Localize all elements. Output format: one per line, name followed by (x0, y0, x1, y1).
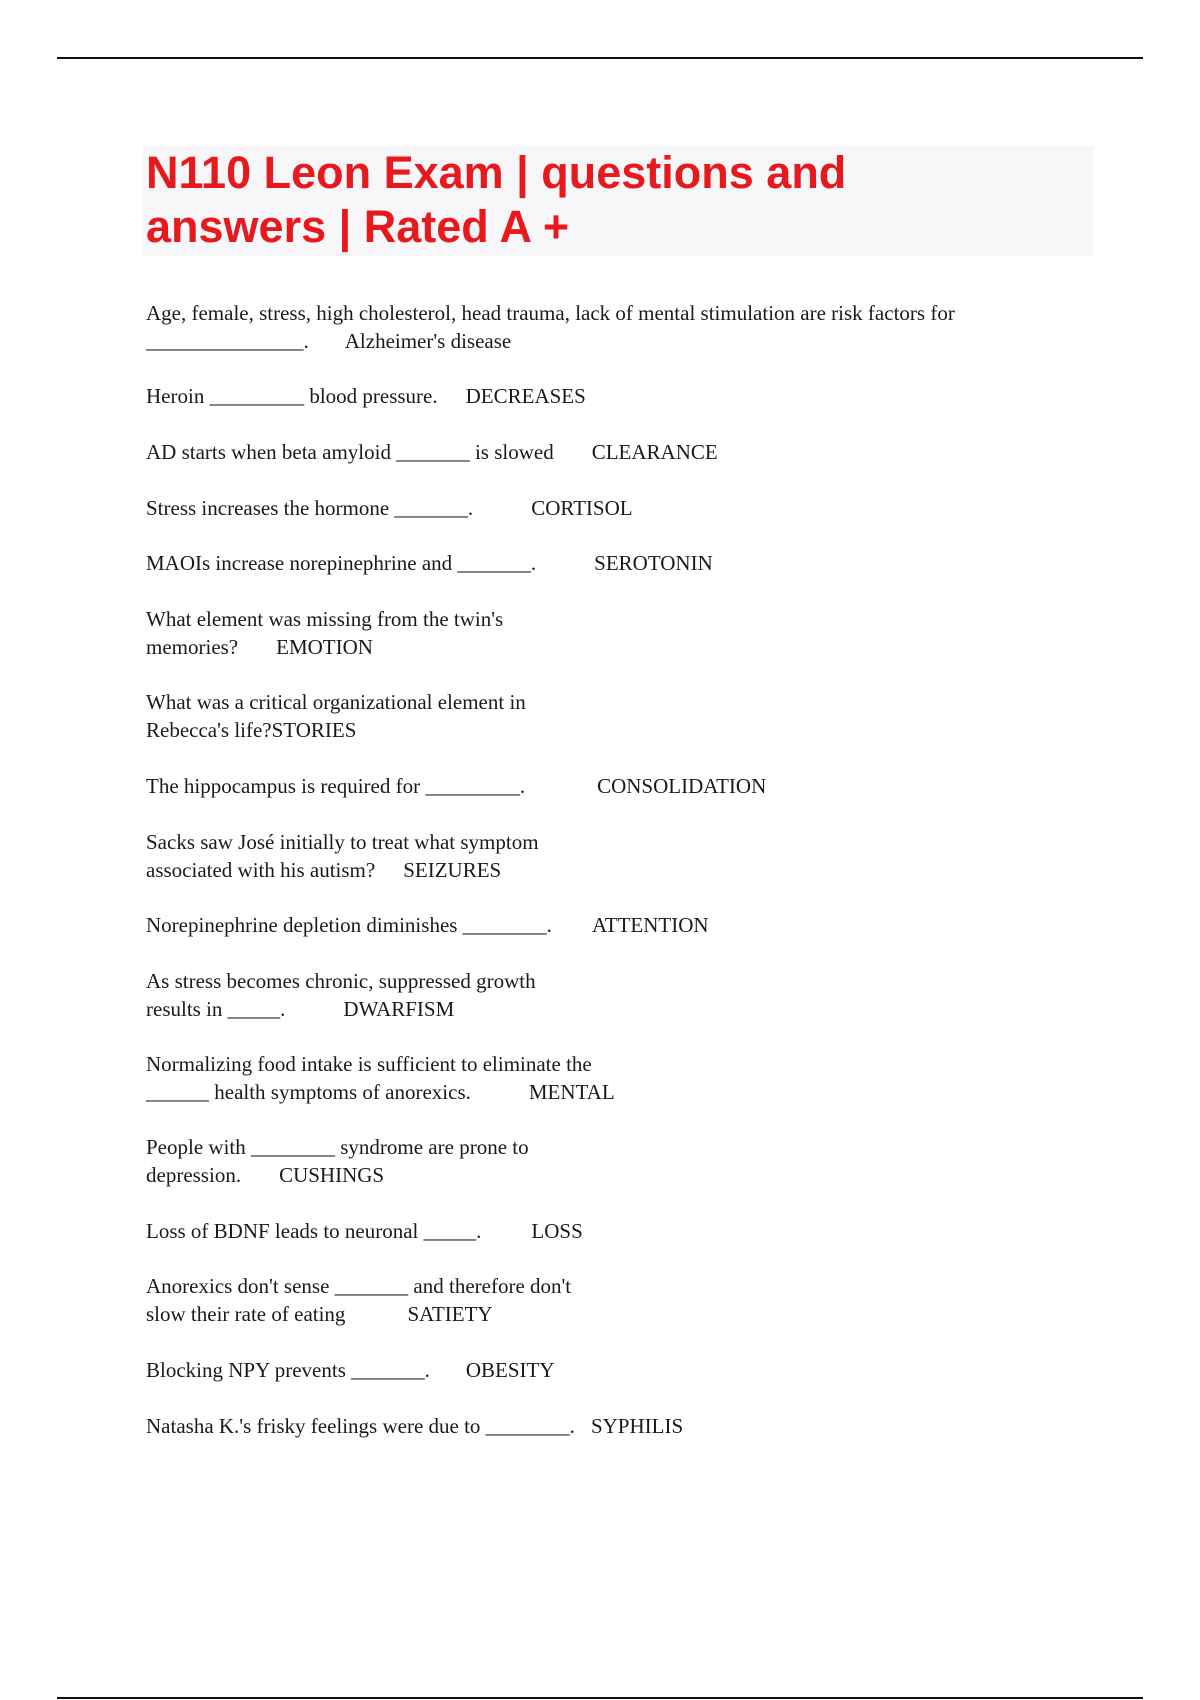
qa-item-15 (146, 1273, 1086, 1328)
question: AD starts when beta amyloid _______ is slowed (146, 440, 554, 464)
qa-item-14 (146, 1218, 1086, 1246)
question: Heroin _________ blood pressure. (146, 384, 438, 408)
question-line-1: What was a critical organizational element in (146, 690, 526, 714)
question-line-2: _______________. (146, 328, 309, 353)
answer: SEROTONIN (594, 551, 713, 575)
answer: LOSS (531, 1219, 583, 1243)
top-rule (57, 57, 1143, 59)
answer: CONSOLIDATION (597, 774, 767, 798)
title-line-1: N110 Leon Exam | questions and (146, 147, 847, 198)
question-line-1: As stress becomes chronic, suppressed growth (146, 969, 536, 993)
question: The hippocampus is required for _________. (146, 774, 526, 798)
answer: STORIES (271, 717, 357, 742)
answer: Alzheimer's disease (344, 328, 512, 353)
question: Loss of BDNF leads to neuronal _____. (146, 1219, 482, 1243)
bottom-rule (57, 1697, 1143, 1699)
question: MAOIs increase norepinephrine and _______. (146, 551, 537, 575)
title-line-2: answers | Rated A + (146, 201, 570, 252)
qa-item-13 (146, 1134, 1086, 1189)
question-line-2: results in _____. (146, 996, 286, 1021)
qa-item-8 (146, 773, 1086, 801)
answer: SEIZURES (403, 857, 502, 882)
question-line-1: People with ________ syndrome are prone to (146, 1135, 529, 1159)
qa-item-17 (146, 1413, 1086, 1441)
question: Stress increases the hormone _______. (146, 496, 474, 520)
qa-item-11 (146, 968, 1086, 1023)
question-line-2: depression. (146, 1162, 242, 1187)
document-title (146, 146, 1093, 254)
question-line-2: Rebecca's life? (146, 717, 272, 742)
answer: MENTAL (528, 1079, 615, 1104)
answer: DWARFISM (343, 996, 455, 1021)
question: Natasha K.'s frisky feelings were due to ________. (146, 1414, 575, 1438)
qa-item-2 (146, 383, 1086, 411)
answer: SATIETY (407, 1301, 493, 1326)
question: Blocking NPY prevents _______. (146, 1358, 430, 1382)
answer: CLEARANCE (591, 440, 718, 464)
answer: OBESITY (465, 1358, 555, 1382)
qa-item-1 (146, 300, 1086, 355)
question-line-1: Age, female, stress, high cholesterol, head trauma, lack of mental stimulation are risk factors for (146, 301, 955, 325)
qa-item-4 (146, 495, 1086, 523)
answer: CUSHINGS (279, 1162, 385, 1187)
question-line-2: slow their rate of eating (146, 1301, 346, 1326)
question-line-1: Anorexics don't sense _______ and therefore don't (146, 1274, 572, 1298)
answer: EMOTION (276, 634, 373, 659)
answer: SYPHILIS (590, 1414, 684, 1438)
qa-item-5 (146, 550, 1086, 578)
qa-item-6 (146, 606, 1086, 661)
qa-item-16 (146, 1357, 1086, 1385)
title-banner (143, 146, 1093, 256)
qa-item-9 (146, 829, 1086, 884)
question: Norepinephrine depletion diminishes ________. (146, 913, 552, 937)
qa-item-7 (146, 689, 1086, 744)
answer: ATTENTION (591, 913, 709, 937)
qa-item-12 (146, 1051, 1086, 1106)
qa-item-3 (146, 439, 1086, 467)
question-line-2: memories? (146, 634, 239, 659)
question-line-1: Sacks saw José initially to treat what symptom (146, 830, 539, 854)
question-line-2: associated with his autism? (146, 857, 376, 882)
question-line-2: ______ health symptoms of anorexics. (146, 1079, 471, 1104)
qa-item-10 (146, 912, 1086, 940)
answer: DECREASES (465, 384, 586, 408)
answer: CORTISOL (531, 496, 633, 520)
question-line-1: What element was missing from the twin's (146, 607, 504, 631)
question-line-1: Normalizing food intake is sufficient to eliminate the (146, 1052, 592, 1076)
